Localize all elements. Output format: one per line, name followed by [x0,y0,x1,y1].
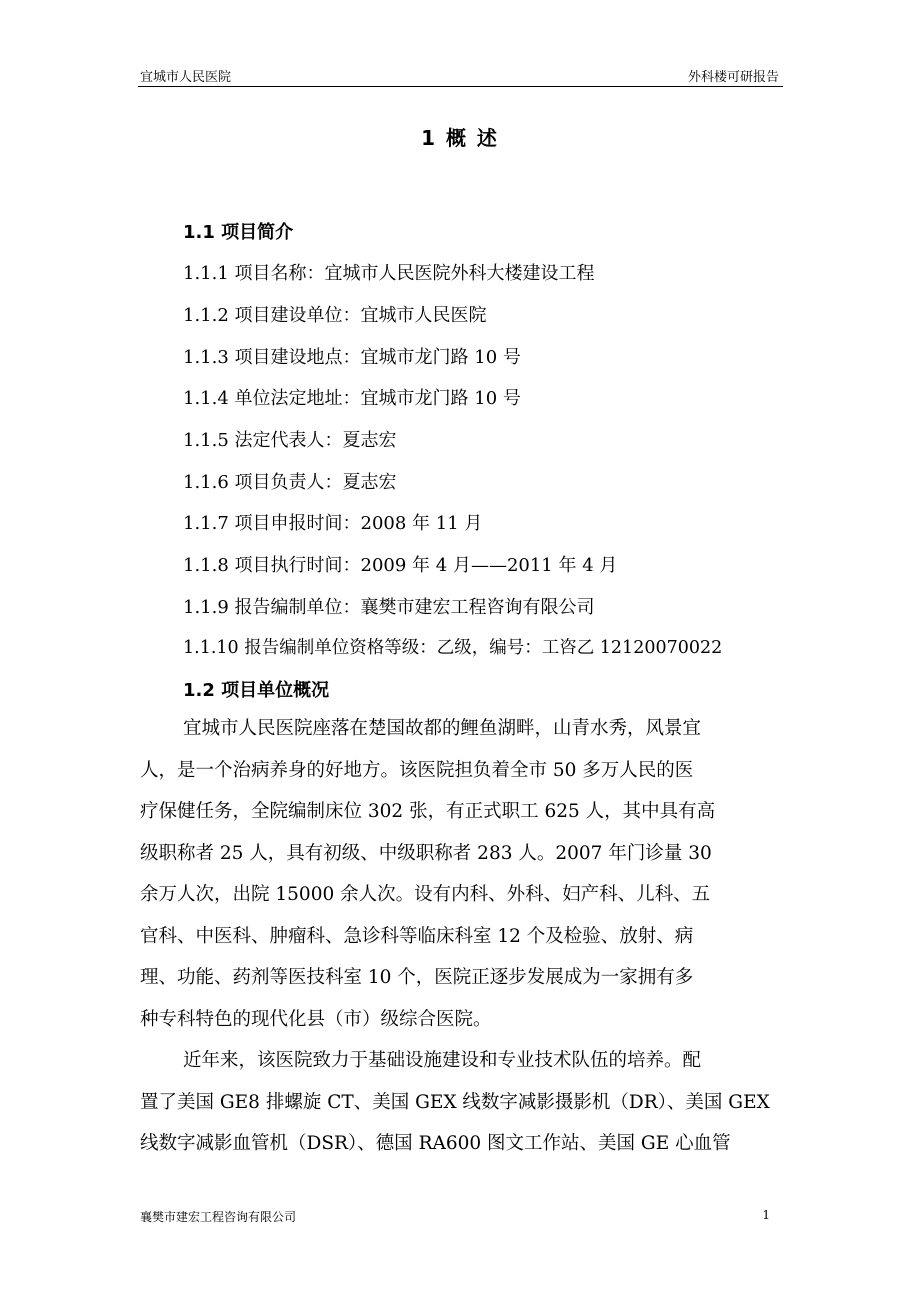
paragraph-line: 置了美国 GE8 排螺旋 CT、美国 GEX 线数字减影摄影机（DR）、美国 GEX [140,1091,770,1113]
item-1-1-6: 1.1.6 项目负责人：夏志宏 [183,472,397,493]
section-heading-1-2: 1.2 项目单位概况 [183,680,330,701]
paragraph-line: 种专科特色的现代化县（市）级综合医院。 [140,1008,492,1030]
header-right-text: 外科楼可研报告 [687,70,779,85]
header-left-text: 宜城市人民医院 [140,70,232,85]
paragraph-line: 宜城市人民医院座落在楚国故都的鲤鱼湖畔，山青水秀，风景宜 [183,718,702,739]
paragraph-line: 疗保健任务，全院编制床位 302 张，有正式职工 625 人，其中具有高 [140,801,716,822]
paragraph-line: 人，是一个治病养身的好地方。该医院担负着全市 50 多万人民的医 [140,759,694,781]
paragraph-equipment [140,1040,782,1165]
paragraph-hospital-overview [140,708,782,1040]
footer-company: 襄樊市建宏工程咨询有限公司 [140,1210,297,1224]
paragraph-line: 近年来，该医院致力于基础设施建设和专业技术队伍的培养。配 [183,1050,702,1071]
paragraph-line: 官科、中医科、肿瘤科、急诊科等临床科室 12 个及检验、放射、病 [140,925,694,947]
paragraph-line: 余万人次，出院 15000 余人次。设有内科、外科、妇产科、儿科、五 [140,884,711,905]
page-number: 1 [762,1208,770,1222]
item-1-1-1: 1.1.1 项目名称：宜城市人民医院外科大楼建设工程 [183,263,595,284]
item-1-1-2: 1.1.2 项目建设单位：宜城市人民医院 [183,305,487,326]
chapter-title: 1 概 述 [421,126,499,150]
paragraph-line: 理、功能、药剂等医技科室 10 个，医院正逐步发展成为一家拥有多 [140,967,694,988]
item-1-1-5: 1.1.5 法定代表人：夏志宏 [183,430,397,451]
item-1-1-3: 1.1.3 项目建设地点：宜城市龙门路 10 号 [183,347,521,368]
section-heading-1-1: 1.1 项目简介 [183,222,294,243]
page-header [138,66,783,87]
paragraph-line: 级职称者 25 人，具有初级、中级职称者 283 人。2007 年门诊量 30 [140,842,712,864]
item-1-1-9: 1.1.9 报告编制单位：襄樊市建宏工程咨询有限公司 [183,597,595,618]
item-1-1-7: 1.1.7 项目申报时间：2008 年 11 月 [183,513,483,534]
item-1-1-8: 1.1.8 项目执行时间：2009 年 4 月——2011 年 4 月 [183,555,618,576]
item-1-1-10: 1.1.10 报告编制单位资格等级：乙级，编号：工咨乙 12120070022 [183,638,723,658]
paragraph-line: 线数字减影血管机（DSR）、德国 RA600 图文工作站、美国 GE 心血管 [140,1133,731,1154]
item-1-1-4: 1.1.4 单位法定地址：宜城市龙门路 10 号 [183,388,521,409]
